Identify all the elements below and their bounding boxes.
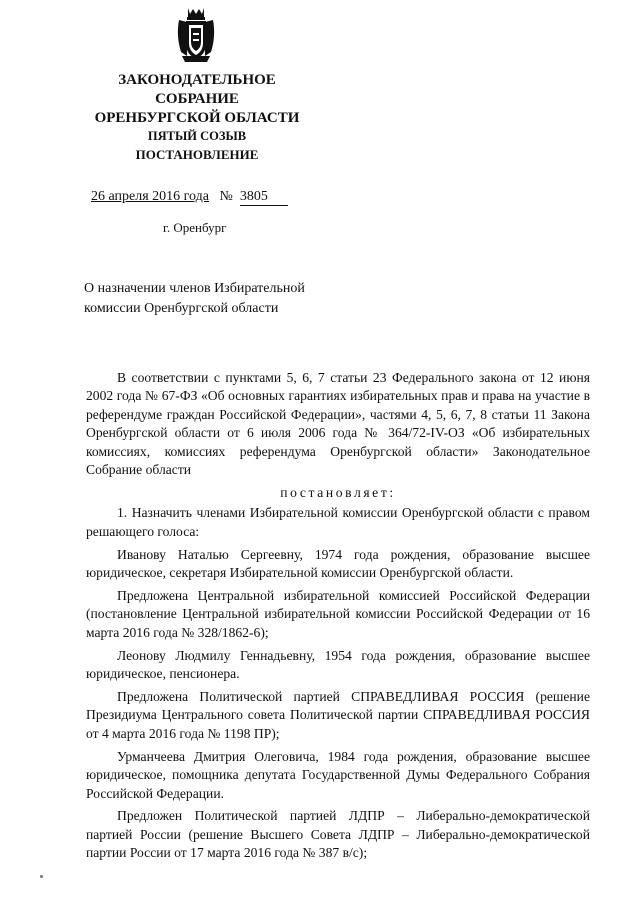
paragraph: Предложена Центральной избирательной комиссией Российской Федерации (постановление Центральной избирательной комиссии Российской Федерации от 16 марта 2016 года № 328/1862-6); [86,587,590,640]
org-name-line1: ЗАКОНОДАТЕЛЬНОЕ [118,72,276,88]
coat-of-arms-icon [173,6,219,64]
document-type: ПОСТАНОВЛЕНИЕ [135,147,259,162]
document-subject [84,279,384,319]
paragraph: Урманчеева Дмитрия Олеговича, 1984 года рождения, образование высшее юридическое, помощника депутата Государственной Думы Федерального Собрания Российской Федерации. [86,748,590,801]
paragraph: Иванову Наталью Сергеевну, 1974 года рождения, образование высшее юридическое, секретаря Избирательной комиссии Оренбургской области. [86,546,590,581]
paragraph: Леонову Людмилу Геннадьевну, 1954 года рождения, образование высшее юридическое, пенсионера. [86,647,590,682]
paragraph: 1. Назначить членами Избирательной комиссии Оренбургской области с правом решающего голоса: [86,505,590,539]
subject-line2: комиссии Оренбургской области [84,301,279,316]
document-number: 3805 [240,189,288,206]
paragraph: Предложена Политической партией СПРАВЕДЛИВАЯ РОССИЯ (решение Президиума Центрального совета Политической партии СПРАВЕДЛИВАЯ РОССИЯ от 4 марта 2016 года № 1198 ПР); [86,689,590,741]
convocation: ПЯТЫЙ СОЗЫВ [147,129,247,143]
city: г. Оренбург [163,220,227,235]
paragraph: Предложен Политической партией ЛДПР – Либерально-демократической партией России (решение Высшего Совета ЛДПР – Либерально-демократической партии России от 17 марта 2016 года № 387 в/с); [86,808,590,861]
org-name [60,71,334,128]
subject-line1: О назначении членов Избирательной [84,281,305,296]
org-name-line2: СОБРАНИЕ [155,91,239,107]
decree-word: постановляет: [280,484,396,500]
document-date: 26 апреля 2016 года [91,189,209,204]
number-sign: № [219,189,233,204]
scan-speck [40,875,43,878]
org-name-line3: ОРЕНБУРГСКОЙ ОБЛАСТИ [94,110,300,126]
date-number-row [91,188,288,206]
preamble: В соответствии с пунктами 5, 6, 7 статьи 23 Федерального закона от 12 июня 2002 года № 67-ФЗ «Об основных гарантиях избирательных прав и права на участие в референдуме граждан Российской Федерации», частями 4, 5, 6, 7, 8 статьи 11 Закона Оренбургской области от 6 июля 2006 года № 364/72-IV-ОЗ «Об избирательных комиссиях, комиссиях референдума Оренбургской области» Законодательное Собрание области [86,370,590,478]
document-body [86,369,590,867]
